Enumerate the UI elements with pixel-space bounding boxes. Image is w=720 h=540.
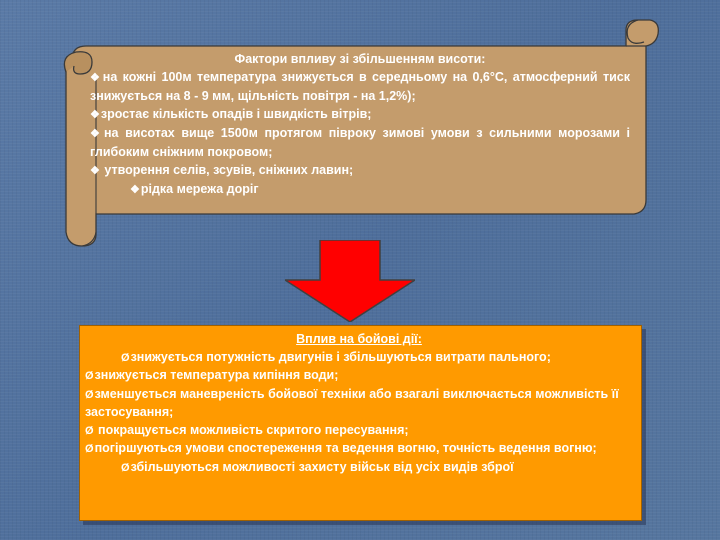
scroll-item: ❖рідка мережа доріг (130, 182, 259, 196)
arrow-bullet-icon: Ø (85, 370, 94, 382)
arrow-bullet-icon: Ø (85, 443, 94, 455)
scroll-item: ❖на кожні 100м температура знижується в середньому на 0,6°С, атмосферний тиск знижується на 8 - 9 мм, щільність повітря - на 1,2%); (90, 70, 630, 103)
effects-item: Øзбільшуються можливості захисту військ від усіх видів зброї (121, 459, 514, 474)
diamond-bullet-icon: ❖ (90, 72, 102, 84)
effects-item: Ø покращується можливість скритого пересування; (85, 422, 409, 437)
arrow-bullet-icon: Ø (121, 461, 130, 474)
diamond-bullet-icon: ❖ (90, 165, 100, 177)
effects-item: Øзнижується температура кипіння води; (85, 368, 339, 382)
scroll-item: ❖ утворення селів, зсувів, сніжних лавин; (90, 163, 354, 177)
scroll-text (90, 50, 630, 199)
diamond-bullet-icon: ❖ (90, 109, 100, 121)
scroll-banner (0, 0, 720, 260)
arrow-bullet-icon: Ø (85, 424, 94, 437)
arrow-bullet-icon: Ø (85, 388, 94, 401)
effects-title: Вплив на бойові дії: (296, 332, 422, 346)
scroll-item: ❖на висотах вище 1500м протягом півроку зимові умови з сильними морозами і глибоким сніжним покровом; (90, 126, 630, 159)
diamond-bullet-icon: ❖ (90, 128, 103, 140)
effects-item: Øзнижується потужність двигунів і збільшуються витрати пального; (121, 349, 551, 364)
effects-text (85, 331, 633, 477)
down-arrow-icon (285, 240, 415, 322)
scroll-item: ❖зростає кількість опадів і швидкість вітрів; (90, 107, 372, 121)
effects-item: Øпогіршуються умови спостереження та ведення вогню, точність ведення вогню; (85, 441, 597, 455)
arrow-bullet-icon: Ø (121, 351, 130, 364)
effects-item: Øзменшується маневреність бойової техніки або взагалі виключається можливість її застосування; (85, 386, 619, 419)
scroll-title: Фактори впливу зі збільшенням висоти: (234, 52, 486, 66)
diamond-bullet-icon: ❖ (130, 184, 140, 196)
effects-box (79, 325, 642, 521)
